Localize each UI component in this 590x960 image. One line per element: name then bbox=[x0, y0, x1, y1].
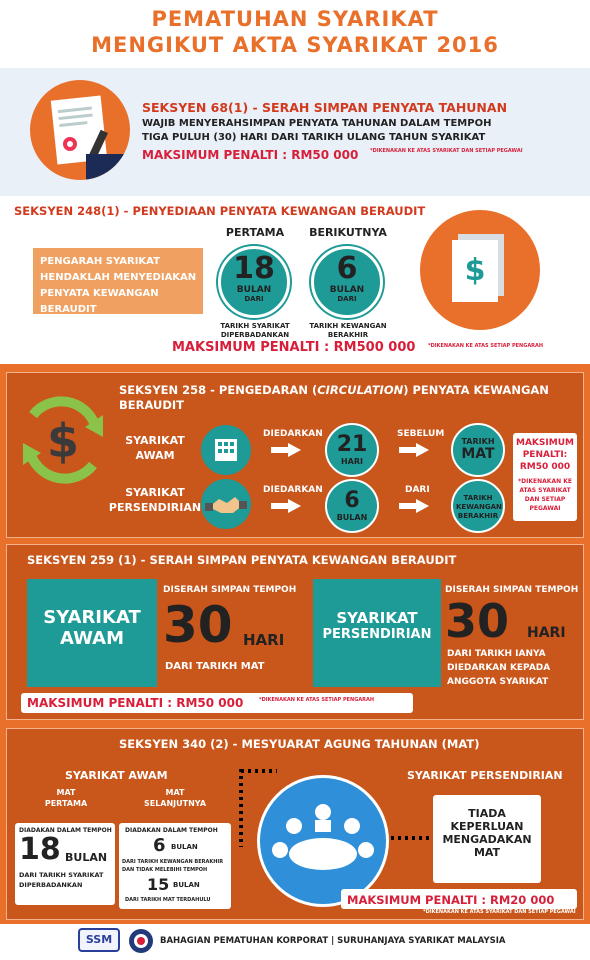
s340-col2-top: DIADAKAN DALAM TEMPOH bbox=[125, 827, 218, 834]
svg-text:$: $ bbox=[464, 253, 486, 288]
s340-col1-b: PERTAMA bbox=[44, 799, 88, 808]
s258-heading-part-a: SEKSYEN 258 - PENGEDARAN ( bbox=[119, 383, 318, 397]
s248-first-caption: TARIKH SYARIKAT DIPERBADANKAN bbox=[220, 322, 290, 339]
s248-next-number: 6 bbox=[336, 251, 358, 286]
svg-text:$: $ bbox=[46, 414, 80, 468]
footer-text: BAHAGIAN PEMATUHAN KORPORAT | SURUHANJAYA SYARIKAT MALAYSIA bbox=[160, 936, 506, 946]
s259-penalty-note: *DIKENAKAN KE ATAS SETIAP PENGARAH bbox=[259, 697, 375, 703]
s248-first-unit: BULAN bbox=[236, 285, 272, 295]
title-line-2: MENGIKUT AKTA SYARIKAT 2016 bbox=[91, 33, 499, 57]
s258-row2-circle bbox=[325, 479, 379, 533]
s340-col1-a: MAT bbox=[56, 788, 76, 797]
s259-pers-b: PERSENDIRIAN bbox=[322, 627, 432, 642]
s258-heading-part-b: ) PENYATA KEWANGAN bbox=[403, 383, 549, 397]
s340-col2-b: SELANJUTNYA bbox=[143, 799, 207, 808]
s340-col2-unit-1: BULAN bbox=[171, 843, 198, 851]
s248-next-caption: TARIKH KEWANGAN BERAKHIR bbox=[309, 322, 387, 339]
section-340 bbox=[6, 728, 584, 920]
s258-row2-end-circle bbox=[451, 479, 505, 533]
section-259 bbox=[6, 544, 584, 720]
s340-col2-c2: DAN TIDAK MELEBIHI TEMPOH bbox=[122, 867, 208, 873]
s340-col1-top: DIADAKAN DALAM TEMPOH bbox=[19, 827, 112, 834]
footer bbox=[0, 924, 590, 960]
s258-penalty-b: RM50 000 bbox=[519, 462, 571, 472]
s259-awam-box bbox=[27, 579, 157, 687]
section-258 bbox=[6, 372, 584, 538]
arrow-icon bbox=[271, 443, 301, 457]
s340-col2-unit-2: BULAN bbox=[173, 881, 200, 889]
s258-penalty-note: *DIKENAKAN KE ATAS SYARIKAT DAN SETIAP PEGAWAI bbox=[518, 478, 572, 512]
s340-col2-a: MAT bbox=[165, 788, 185, 797]
s259-awam-b: AWAM bbox=[59, 628, 124, 649]
ssm-logo bbox=[78, 928, 120, 952]
section-248 bbox=[0, 196, 590, 364]
s258-row1-end-b: MAT bbox=[461, 446, 495, 462]
ssm-logo-text: SSM bbox=[85, 933, 113, 946]
s248-first-number: 18 bbox=[233, 251, 275, 286]
s248-next-dari: DARI bbox=[337, 295, 357, 303]
s259-pers-number: 30 bbox=[445, 594, 510, 648]
s340-penalty: MAKSIMUM PENALTI : RM20 000 bbox=[347, 893, 555, 907]
s259-awam-number: 30 bbox=[163, 596, 233, 654]
arrow-icon bbox=[399, 443, 429, 457]
s258-heading-part-c: BERAUDIT bbox=[119, 398, 185, 412]
s258-row1-number: 21 bbox=[336, 432, 368, 457]
s258-row1-label: SYARIKAT AWAM bbox=[125, 434, 185, 462]
s248-penalty-note: *DIKENAKAN KE ATAS SETIAP PENGARAH bbox=[428, 343, 544, 349]
s258-penalty-a: MAKSIMUM PENALTI: bbox=[516, 438, 574, 460]
s68-line-1: WAJIB MENYERAHSIMPAN PENYATA TAHUNAN DALAM TEMPOH bbox=[142, 118, 492, 129]
dotted-connector bbox=[391, 833, 431, 843]
s340-pers-2: KEPERLUAN bbox=[450, 820, 524, 833]
dollar-cycle-icon bbox=[13, 385, 113, 495]
s248-first-label: PERTAMA bbox=[225, 226, 285, 239]
s68-heading: SEKSYEN 68(1) - SERAH SIMPAN PENYATA TAHUNAN bbox=[142, 100, 508, 115]
s68-penalty: MAKSIMUM PENALTI : RM50 000 bbox=[142, 148, 359, 162]
s258-row1-verb: DIEDARKAN bbox=[263, 429, 323, 439]
meeting-icon-circle bbox=[257, 775, 389, 907]
s340-heading: SEKSYEN 340 (2) - MESYUARAT AGUNG TAHUNAN (MAT) bbox=[119, 737, 480, 751]
s258-row1-end-circle bbox=[451, 423, 505, 477]
s340-col2-c3: DARI TARIKH MAT TERDAHULU bbox=[125, 897, 211, 903]
s259-pers-b2: DIEDARKAN KEPADA bbox=[447, 663, 551, 673]
building-icon bbox=[201, 425, 251, 475]
handshake-icon-circle bbox=[201, 479, 251, 529]
s258-row1-unit: HARI bbox=[340, 457, 364, 466]
title-line-1: PEMATUHAN SYARIKAT bbox=[151, 7, 439, 31]
s248-first-dari: DARI bbox=[244, 295, 264, 303]
s340-col2-head bbox=[123, 787, 227, 809]
seal-icon bbox=[128, 928, 154, 954]
s340-col1-c1: DARI TARIKH SYARIKAT bbox=[19, 871, 104, 879]
s258-heading bbox=[119, 383, 549, 413]
s259-pers-unit: HARI bbox=[527, 625, 566, 641]
s259-pers-box bbox=[313, 579, 441, 687]
s259-pers-b3: ANGGOTA SYARIKAT bbox=[447, 677, 549, 687]
s340-col1-number: 18 bbox=[19, 832, 61, 867]
s258-row1-rel: SEBELUM bbox=[397, 429, 445, 439]
s248-first-circle bbox=[218, 246, 290, 318]
invoice-icon-circle bbox=[420, 210, 540, 330]
s68-penalty-note: *DIKENAKAN KE ATAS SYARIKAT DAN SETIAP PEGAWAI bbox=[370, 148, 523, 154]
s259-pers-a: SYARIKAT bbox=[336, 609, 418, 627]
s248-box-text: PENGARAH SYARIKAT HENDAKLAH MENYEDIAKAN PENYATA KEWANGAN BERAUDIT bbox=[40, 256, 197, 315]
s248-next-unit: BULAN bbox=[329, 285, 365, 295]
page-title bbox=[0, 6, 590, 58]
s340-pers-1: TIADA bbox=[468, 807, 506, 820]
arrow-icon bbox=[271, 499, 301, 513]
s340-col2-c1: DARI TARIKH KEWANGAN BERAKHIR bbox=[122, 859, 224, 865]
s248-next-label: BERIKUTNYA bbox=[309, 226, 387, 239]
meeting-table-icon bbox=[260, 778, 386, 904]
s248-next-circle bbox=[311, 246, 383, 318]
s259-heading: SEKSYEN 259 (1) - SERAH SIMPAN PENYATA KEWANGAN BERAUDIT bbox=[27, 553, 457, 567]
s259-awam-bottom: DARI TARIKH MAT bbox=[165, 661, 265, 672]
s340-col1-c2: DIPERBADANKAN bbox=[19, 881, 83, 889]
s258-row2-verb: DIEDARKAN bbox=[263, 485, 323, 495]
s258-row1-end-a: TARIKH bbox=[461, 437, 495, 446]
s248-penalty: MAKSIMUM PENALTI : RM500 000 bbox=[172, 340, 416, 355]
s340-penalty-note: *DIKENAKAN KE ATAS SYARIKAT DAN SETIAP PEGAWAI bbox=[423, 909, 576, 915]
contract-icon bbox=[30, 80, 130, 180]
s340-col1-head bbox=[21, 787, 111, 809]
s340-col2-number-2: 15 bbox=[147, 875, 170, 894]
s258-row1-circle bbox=[325, 423, 379, 477]
s340-pers-box bbox=[433, 795, 541, 883]
section-68 bbox=[0, 68, 590, 196]
s258-row2-end: TARIKH KEWANGAN BERAKHIR bbox=[456, 494, 502, 520]
handshake-icon bbox=[201, 479, 251, 529]
s68-line-2: TIGA PULUH (30) HARI DARI TARIKH ULANG TAHUN SYARIKAT bbox=[142, 132, 486, 143]
s340-pers-4: MAT bbox=[473, 846, 501, 859]
s340-awam-title: SYARIKAT AWAM bbox=[65, 769, 168, 782]
s259-pers-b1: DARI TARIKH IANYA bbox=[447, 649, 546, 659]
dollar-document-icon bbox=[420, 210, 540, 330]
document-icon-circle bbox=[30, 80, 130, 180]
s248-heading: SEKSYEN 248(1) - PENYEDIAAN PENYATA KEWANGAN BERAUDIT bbox=[14, 204, 426, 218]
building-icon-circle bbox=[201, 425, 251, 475]
s258-row2-rel: DARI bbox=[405, 485, 430, 495]
s340-pers-3: MENGADAKAN bbox=[442, 833, 532, 846]
s258-row2-label: SYARIKAT PERSENDIRIAN bbox=[108, 486, 202, 514]
s259-awam-a: SYARIKAT bbox=[43, 607, 141, 628]
s340-col2-number-1: 6 bbox=[153, 835, 166, 856]
s340-pers-title: SYARIKAT PERSENDIRIAN bbox=[407, 769, 563, 782]
s258-row2-number: 6 bbox=[344, 488, 360, 513]
s259-pers-top: DISERAH SIMPAN TEMPOH bbox=[445, 585, 579, 595]
s258-row2-unit: BULAN bbox=[336, 513, 368, 522]
s258-heading-italic: CIRCULATION bbox=[317, 383, 404, 397]
s259-penalty: MAKSIMUM PENALTI : RM50 000 bbox=[27, 696, 244, 710]
s340-col1-unit: BULAN bbox=[65, 851, 108, 864]
s259-awam-unit: HARI bbox=[243, 631, 285, 649]
arrow-icon bbox=[399, 499, 429, 513]
s259-awam-top: DISERAH SIMPAN TEMPOH bbox=[163, 585, 297, 595]
